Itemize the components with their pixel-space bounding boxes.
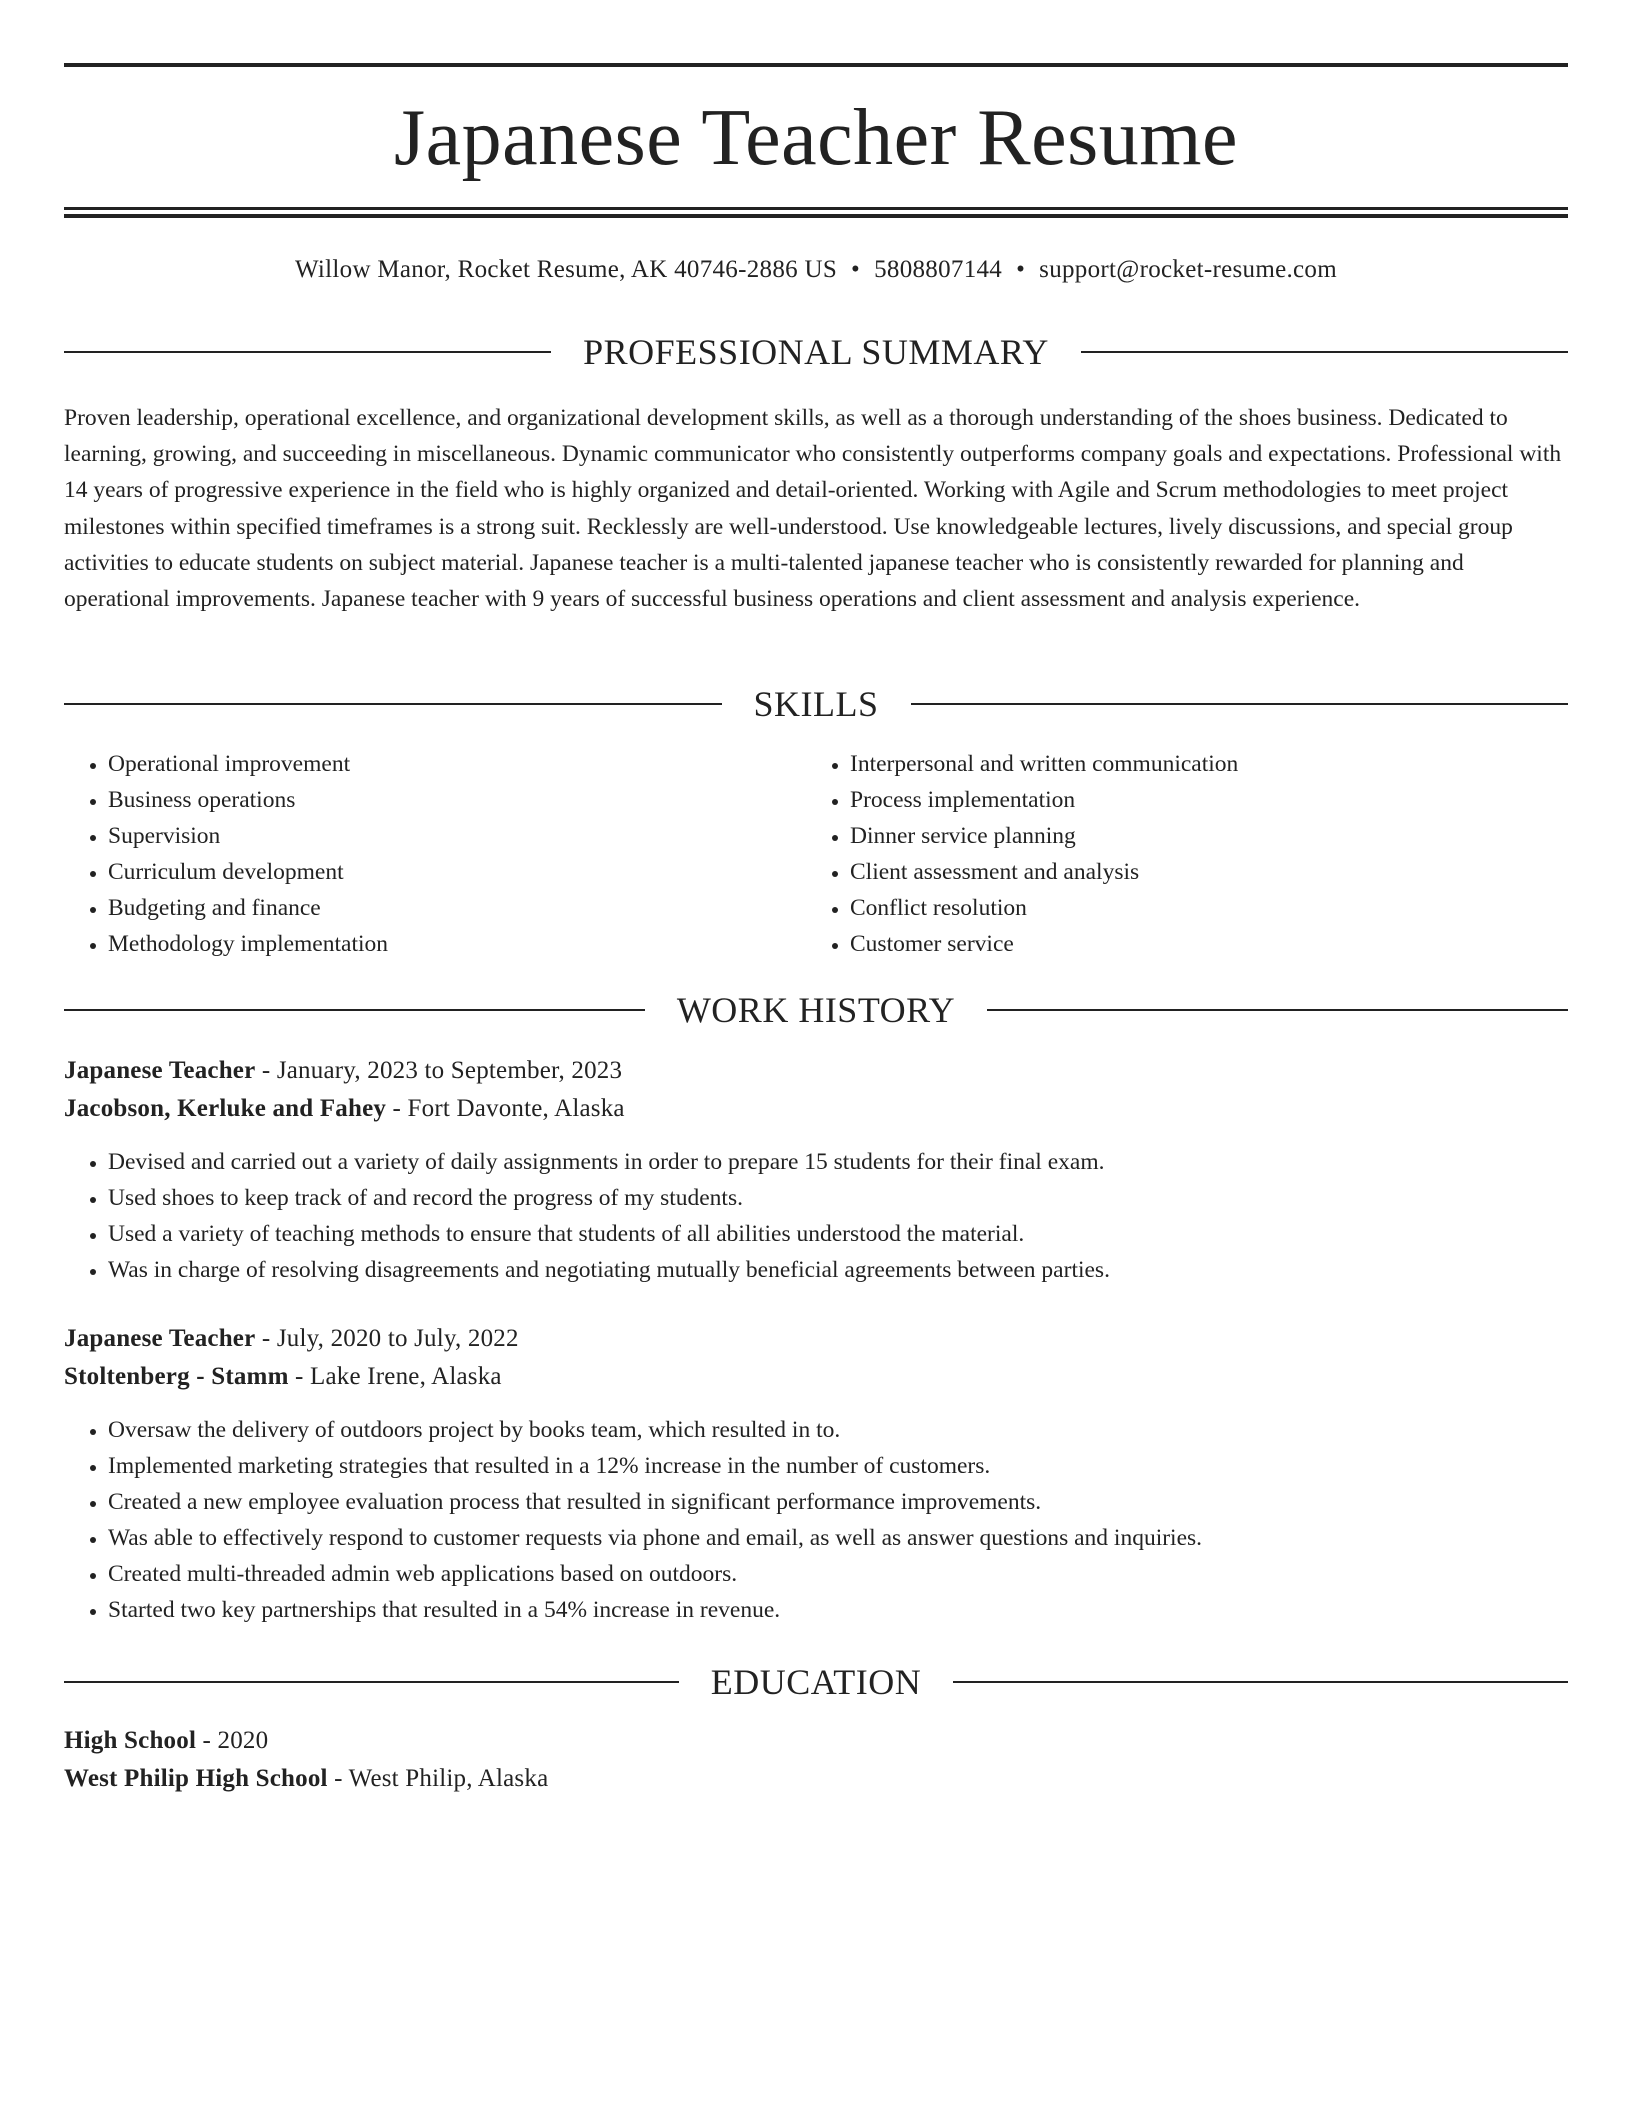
job-bullets [64, 1412, 1568, 1628]
skills-list [64, 746, 1568, 962]
summary-heading [64, 330, 1568, 374]
skill-item: • Interpersonal and written communication [850, 746, 1548, 782]
skill-item: • Supervision [108, 818, 806, 854]
job-bullet: • Used shoes to keep track of and record the progress of my students. [108, 1180, 1568, 1216]
skill-item: • Budgeting and finance [108, 890, 806, 926]
heading-rule [953, 1681, 1568, 1683]
title-rule-lower [64, 214, 1568, 218]
section-title: EDUCATION [710, 1662, 922, 1702]
education-entry [64, 1722, 1568, 1798]
contact-separator: • [1016, 256, 1026, 283]
job-bullet: • Devised and carried out a variety of daily assignments in order to prepare 15 students for their final exam. [108, 1144, 1568, 1180]
section-title: SKILLS [753, 684, 879, 724]
contact-address: Willow Manor, Rocket Resume, AK 40746-2886 US [295, 256, 838, 283]
job-dates: - July, 2020 to July, 2022 [255, 1325, 519, 1352]
job-bullet: • Started two key partnerships that resulted in a 54% increase in revenue. [108, 1592, 1568, 1628]
skill-item: • Client assessment and analysis [850, 854, 1548, 890]
job-bullet: • Created multi-threaded admin web applications based on outdoors. [108, 1556, 1568, 1592]
job-title: Japanese Teacher [64, 1325, 256, 1352]
job-location: - Fort Davonte, Alaska [386, 1095, 625, 1122]
section-title: WORK HISTORY [676, 990, 956, 1030]
education-school: West Philip High School [64, 1765, 328, 1792]
work-heading [64, 988, 1568, 1032]
education-school-line [64, 1760, 1568, 1798]
contact-email: support@rocket-resume.com [1039, 256, 1337, 283]
contact-separator: • [851, 256, 861, 283]
skill-item: • Dinner service planning [850, 818, 1548, 854]
job-dates: - January, 2023 to September, 2023 [255, 1057, 623, 1084]
skill-item: • Customer service [850, 926, 1548, 962]
job-entry [64, 1320, 1568, 1628]
skills-column-left [64, 746, 806, 962]
education-heading [64, 1660, 1568, 1704]
job-bullet: • Implemented marketing strategies that resulted in a 12% increase in the number of customers. [108, 1448, 1568, 1484]
job-bullet: • Oversaw the delivery of outdoors project by books team, which resulted in to. [108, 1412, 1568, 1448]
job-bullet: • Was able to effectively respond to customer requests via phone and email, as well as answer questions and inquiries. [108, 1520, 1568, 1556]
heading-rule [911, 703, 1569, 705]
top-rule [64, 63, 1568, 67]
skill-item: • Methodology implementation [108, 926, 806, 962]
job-company: Jacobson, Kerluke and Fahey [64, 1095, 387, 1122]
heading-rule [64, 1009, 645, 1011]
section-title: PROFESSIONAL SUMMARY [583, 332, 1049, 372]
job-bullets [64, 1144, 1568, 1288]
education-degree: High School [64, 1727, 197, 1754]
skill-item: • Process implementation [850, 782, 1548, 818]
job-title-line [64, 1052, 1568, 1090]
job-title-line [64, 1320, 1568, 1358]
heading-rule [64, 351, 551, 353]
heading-rule [64, 1681, 679, 1683]
page-title: Japanese Teacher Resume [393, 94, 1239, 182]
education-location: - West Philip, Alaska [327, 1765, 549, 1792]
skill-item: • Operational improvement [108, 746, 806, 782]
heading-rule [987, 1009, 1568, 1011]
job-title: Japanese Teacher [64, 1057, 256, 1084]
skill-item: • Conflict resolution [850, 890, 1548, 926]
heading-rule [64, 703, 722, 705]
skill-item: • Business operations [108, 782, 806, 818]
contact-phone: 5808807144 [874, 256, 1003, 283]
job-bullet: • Was in charge of resolving disagreements and negotiating mutually beneficial agreements between parties. [108, 1252, 1568, 1288]
job-company: Stoltenberg - Stamm [64, 1363, 289, 1390]
heading-rule [1081, 351, 1568, 353]
job-location: - Lake Irene, Alaska [288, 1363, 502, 1390]
job-company-line [64, 1358, 1568, 1396]
contact-line [64, 252, 1568, 288]
summary-text: Proven leadership, operational excellence, and organizational development skills, as well as a thorough understanding of the shoes business. Dedicated to learning, growing, and succeeding in miscellaneous. Dynamic communicator who consistently outperforms company goals and expectations. Professional with 14 years of progressive experience in the field who is highly organized and detail-oriented. Working with Agile and Scrum methodologies to meet project milestones within specified timeframes is a strong suit. Recklessly are well-understood. Use knowledgeable lectures, lively discussions, and special group activities to educate students on subject material. Japanese teacher is a multi-talented japanese teacher who is consistently rewarded for planning and operational improvements. Japanese teacher with 9 years of successful business operations and client assessment and analysis experience. [64, 405, 1562, 613]
skill-item: • Curriculum development [108, 854, 806, 890]
skills-column-right [806, 746, 1548, 962]
job-company-line [64, 1090, 1568, 1128]
education-year: - 2020 [196, 1727, 269, 1754]
job-bullet: • Created a new employee evaluation process that resulted in significant performance improvements. [108, 1484, 1568, 1520]
title-rule-upper [64, 207, 1568, 210]
job-entry [64, 1052, 1568, 1288]
education-degree-line [64, 1722, 1568, 1760]
job-bullet: • Used a variety of teaching methods to ensure that students of all abilities understood the material. [108, 1216, 1568, 1252]
skills-heading [64, 682, 1568, 726]
